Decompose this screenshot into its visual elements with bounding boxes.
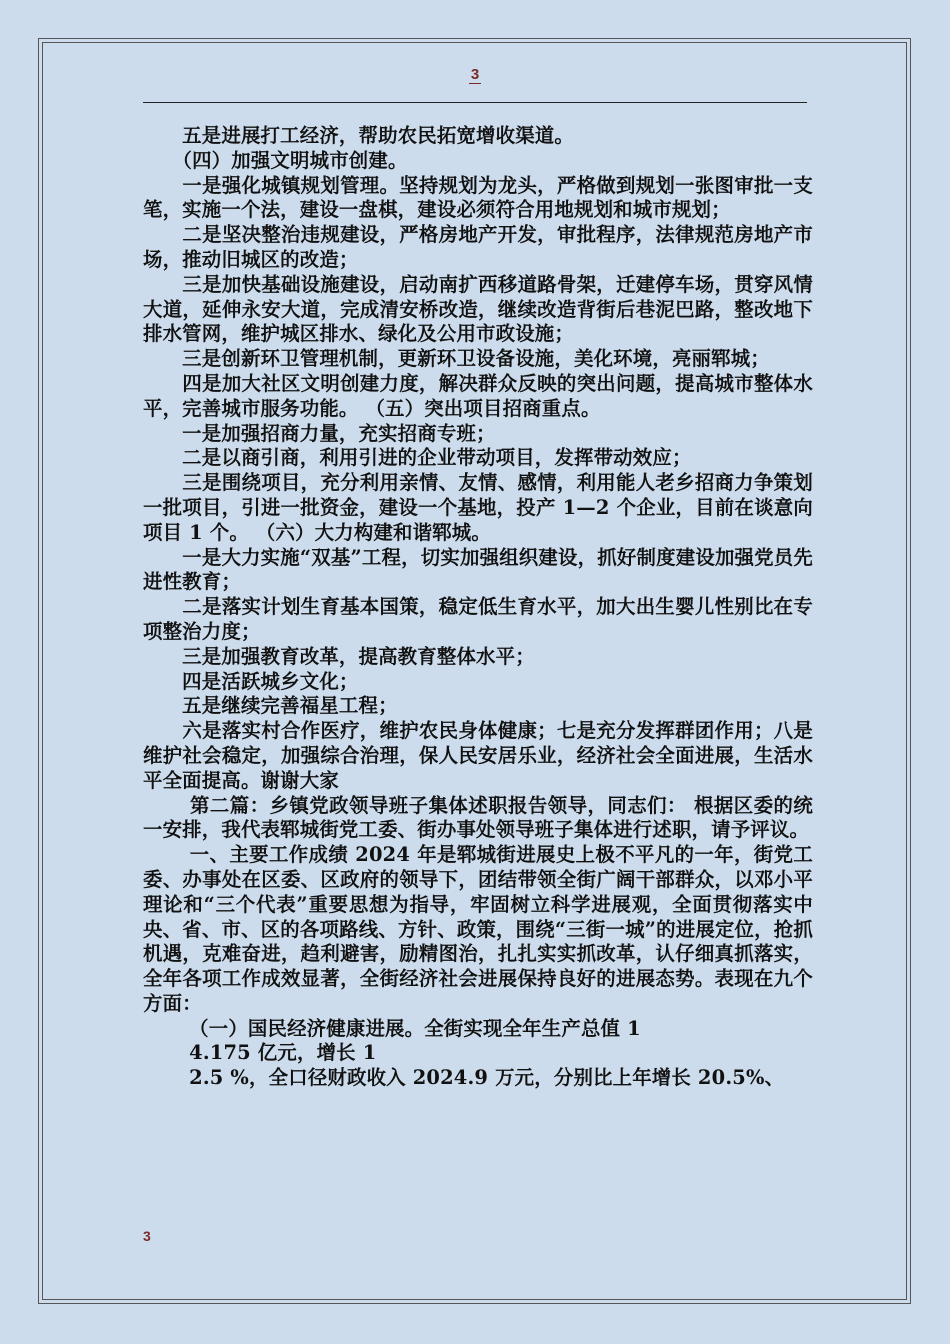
paragraph: 三是加强教育改革，提高教育整体水平；	[143, 644, 535, 668]
paragraph: 4.175 亿元，增长 1	[143, 1041, 377, 1065]
paragraph: 一、主要工作成绩 2024 年是郓城街进展史上极不平凡的一年，街党工委、办事处在区委、区政府的领导下，团结带领全街广阔干部群众，以邓小平理论和“三个代表”重要思想为指导，牢固树立科学进展观，全面贯彻落实中央、省、市、区的各项路线、方针、政策，围绕“三街一城”的进展定位，抢抓机遇，克难奋进，趋利避害，励精图治，扎扎实实抓改革，认仔细真抓落实，全年各项工作成效显著，全街经济社会进展保持良好的进展态势。表现在九个方面：	[143, 843, 813, 1015]
paragraph: 六是落实村合作医疗，维护农民身体健康；七是充分发挥群团作用；八是维护社会稳定，加强综合治理，保人民安居乐业，经济社会全面进展，生活水平全面提高。谢谢大家	[143, 719, 813, 792]
header-page-number: 3	[470, 66, 480, 83]
paragraph: 五是继续完善福星工程；	[143, 694, 398, 718]
header-rule	[143, 102, 807, 103]
paragraph: 三是加快基础设施建设，启动南扩西移道路骨架，迁建停车场，贯穿风情大道，延伸永安大道，完成清安桥改造，继续改造背街后巷泥巴路，整改地下排水管网，维护城区排水、绿化及公用市政设施；	[143, 272, 813, 346]
paragraph: 二是坚决整治违规建设，严格房地产开发，审批程序，法律规范房地产市场，推动旧城区的改造；	[143, 223, 813, 271]
paragraph: 2.5 %，全口径财政收入 2024.9 万元，分别比上年增长 20.5%、	[143, 1066, 785, 1090]
paragraph: （四）加强文明城市创建。	[143, 148, 408, 172]
paragraph: 二是以商引商，利用引进的企业带动项目，发挥带动效应；	[143, 446, 692, 470]
paragraph: 一是大力实施“双基”工程，切实加强组织建设，抓好制度建设加强党员先进性教育；	[143, 545, 813, 594]
paragraph: （一）国民经济健康进展。全街实现全年生产总值 1	[143, 1016, 641, 1040]
paragraph: 三是创新环卫管理机制，更新环卫设备设施，美化环境，亮丽郓城；	[143, 347, 770, 371]
paragraph: 一是加强招商力量，充实招商专班；	[143, 421, 496, 445]
paragraph: 二是落实计划生育基本国策，稳定低生育水平，加大出生婴儿性别比在专项整治力度；	[143, 595, 813, 643]
paragraph: 一是强化城镇规划管理。坚持规划为龙头，严格做到规划一张图审批一支笔，实施一个法，建设一盘棋，建设必须符合用地规划和城市规划；	[143, 173, 813, 222]
paragraph: 四是加大社区文明创建力度，解决群众反映的突出问题，提高城市整体水平，完善城市服务功能。 （五）突出项目招商重点。	[143, 371, 813, 420]
paragraph: 四是活跃城乡文化；	[143, 669, 359, 693]
footer-page-number: 3	[143, 1228, 151, 1244]
document-body	[143, 124, 813, 1091]
paragraph: 第二篇：乡镇党政领导班子集体述职报告领导，同志们： 根据区委的统一安排，我代表郓城街党工委、街办事处领导班子集体进行述职，请予评议。	[143, 793, 813, 842]
paragraph: 五是进展打工经济，帮助农民拓宽增收渠道。	[143, 124, 574, 147]
paragraph: 三是围绕项目，充分利用亲情、友情、感情，利用能人老乡招商力争策划一批项目，引进一批资金，建设一个基地，投产 1—2 个企业，目前在谈意向项目 1 个。 （六）大力构建和谐郓城。	[143, 471, 813, 544]
